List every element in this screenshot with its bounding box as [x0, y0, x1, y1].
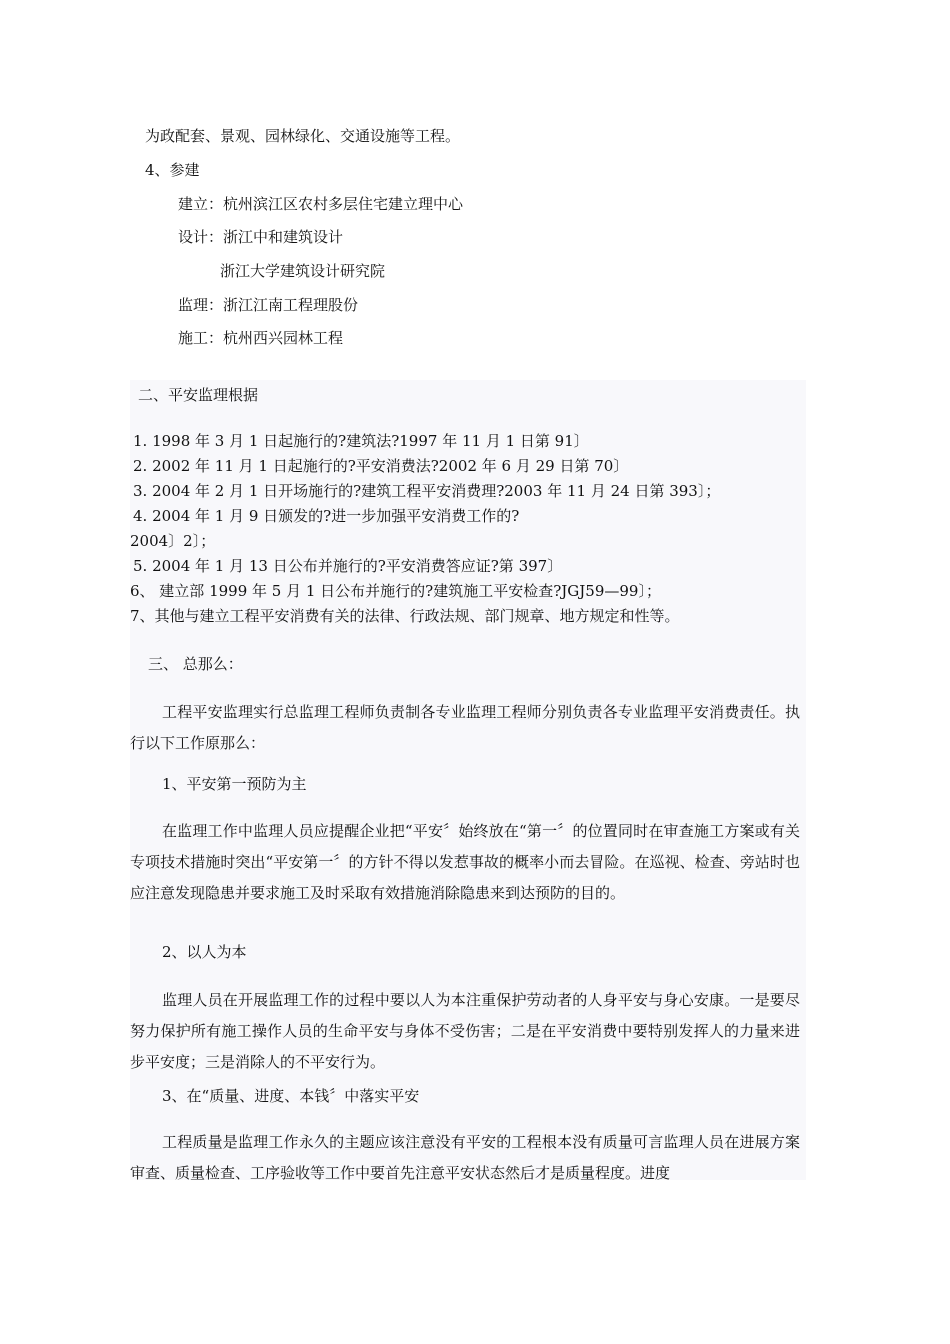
- principle-1-title: 1、平安第一预防为主: [162, 775, 307, 793]
- section-title-basis: 二、平安监理根据: [138, 386, 259, 404]
- participant-construct: 施工：杭州西兴园林工程: [178, 329, 344, 347]
- basis-item-continued: 2004〕2〕；: [130, 532, 216, 550]
- participant-build: 建立：杭州滨江区农村多层住宅建立理中心: [178, 195, 464, 213]
- basis-item: 3. 2004 年 2 月 1 日开场施行的?建筑工程平安消费理?2003 年 11 月 24 日第 393〕；: [133, 482, 721, 500]
- basis-item: 7、其他与建立工程平安消费有关的法律、行政法规、部门规章、地方规定和性等。: [130, 607, 680, 625]
- principle-2-text: 监理人员在开展监理工作的过程中要以人为本注重保护劳动者的人身平安与身心安康。一是要尽努力保护所有施工操作人员的生命平安与身体不受伤害；二是在平安消费中要特别发挥人的力量来进步平安度；三是消除人的不平安行为。: [130, 991, 800, 1071]
- principle-3-title: 3、在“质量、进度、本钱〞中落实平安: [162, 1087, 420, 1105]
- participant-design-2: 浙江大学建筑设计研究院: [220, 262, 386, 280]
- basis-item: 1. 1998 年 3 月 1 日起施行的?建筑法?1997 年 11 月 1 日第 91〕: [133, 432, 589, 450]
- participant-design: 设计：浙江中和建筑设计: [178, 228, 344, 246]
- principle-3-text: 工程质量是监理工作永久的主题应该注意没有平安的工程根本没有质量可言监理人员在进展方案审查、质量检查、工序验收等工作中要首先注意平安状态然后才是质量程度。进度: [130, 1133, 800, 1182]
- section-heading-participants: 4、参建: [145, 161, 200, 179]
- text-line: 为政配套、景观、园林绿化、交通设施等工程。: [145, 127, 461, 145]
- basis-item: 6、 建立部 1999 年 5 月 1 日公布并施行的?建筑施工平安检查?JGJ59—99〕；: [130, 582, 661, 600]
- participant-supervise: 监理：浙江江南工程理股份: [178, 296, 359, 314]
- basis-item: 4. 2004 年 1 月 9 日颁发的?进一步加强平安消费工作的?: [133, 507, 520, 525]
- principle-2-title: 2、以人为本: [162, 943, 247, 961]
- principles-intro: 工程平安监理实行总监理工程师负责制各专业监理工程师分别负责各专业监理平安消费责任。执行以下工作原那么：: [130, 703, 800, 752]
- principle-1-text: 在监理工作中监理人员应提醒企业把“平安〞始终放在“第一〞的位置同时在审查施工方案或有关专项技术措施时突出“平安第一〞的方针不得以发惹事故的概率小而去冒险。在巡视、检查、旁站时也应注意发现隐患并要求施工及时采取有效措施消除隐患来到达预防的目的。: [130, 822, 800, 902]
- section-title-principles: 三、 总那么：: [148, 655, 243, 673]
- basis-item: 2. 2002 年 11 月 1 日起施行的?平安消费法?2002 年 6 月 29 日第 70〕: [133, 457, 629, 475]
- basis-item: 5. 2004 年 1 月 13 日公布并施行的?平安消费答应证?第 397〕: [133, 557, 563, 575]
